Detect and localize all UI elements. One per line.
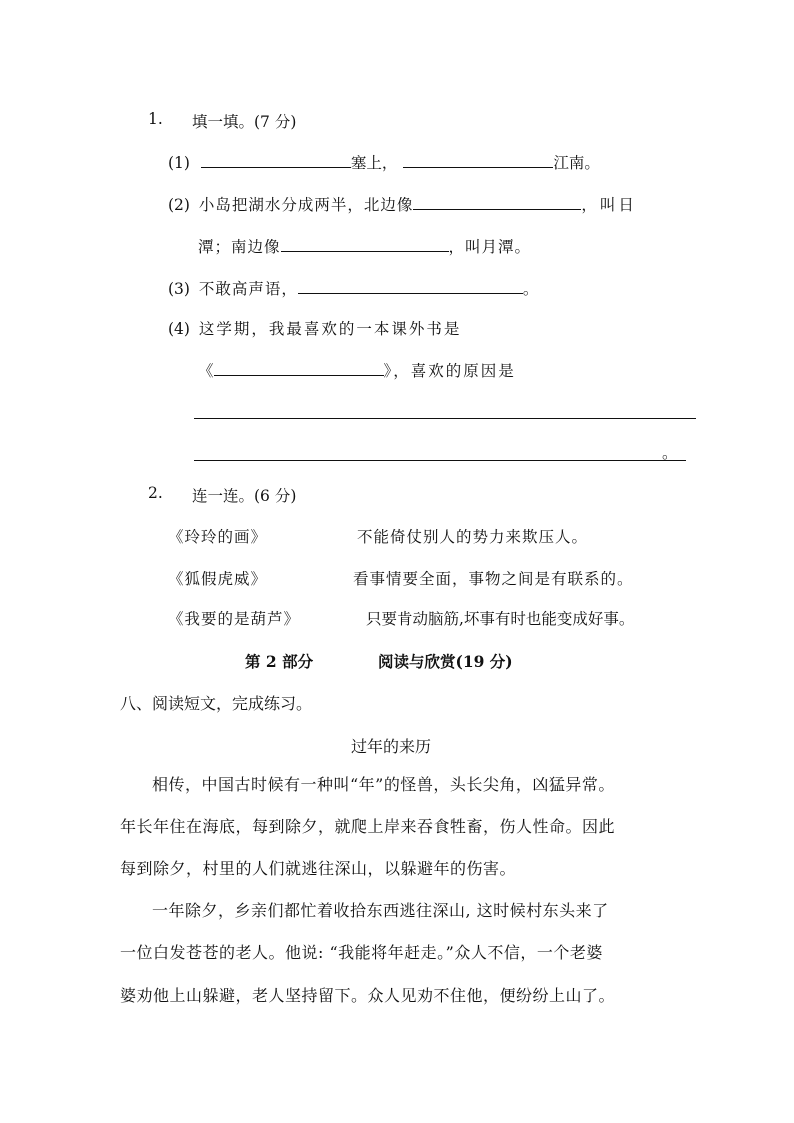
item-number: (1) — [168, 154, 190, 172]
part2-title: 阅读与欣赏(19 分) — [378, 652, 513, 671]
passage-title: 过年的来历 — [351, 737, 432, 756]
item-text: ，叫日 — [581, 196, 637, 214]
answer-blank[interactable] — [281, 237, 449, 252]
item-text: 小岛把湖水分成两半，北边像 — [198, 196, 414, 214]
answer-blank[interactable] — [201, 153, 351, 168]
answer-line[interactable] — [194, 418, 696, 419]
match-right-item[interactable]: 看事情要全面，事物之间是有联系的。 — [353, 570, 634, 588]
part2-label: 第 2 部分 — [245, 652, 314, 671]
q1-item4-line2 — [198, 359, 516, 381]
item-text: 》，喜欢的原因是 — [383, 362, 516, 380]
passage-line: 一位白发苍苍的老人。他说: “我能将年赶走。”众人不信，一个老婆 — [120, 943, 603, 962]
passage-line: 年长年住在海底，每到除夕，就爬上岸来吞食牲畜，伤人性命。因此 — [120, 817, 616, 836]
item-number: (2) — [168, 196, 190, 214]
q2-number: 2. — [148, 484, 163, 502]
match-left-item[interactable]: 《玲玲的画》 — [168, 528, 268, 546]
section8-title: 八、阅读短文，完成练习。 — [120, 694, 313, 713]
q1-title: 填一填。(7 分) — [192, 113, 297, 131]
q1-item3 — [168, 277, 538, 299]
q1-number: 1. — [148, 110, 163, 128]
match-right-item[interactable]: 不能倚仗别人的势力来欺压人。 — [357, 528, 589, 546]
q1-item4-line1 — [168, 317, 461, 339]
item-text: 这学期，我最喜欢的一本课外书是 — [198, 320, 462, 338]
item-text: 不敢高声语， — [198, 280, 298, 298]
answer-line[interactable] — [194, 460, 686, 461]
match-left-item[interactable]: 《狐假虎威》 — [168, 570, 268, 588]
answer-blank[interactable] — [413, 195, 581, 210]
match-left-item[interactable]: 《我要的是葫芦》 — [168, 610, 301, 628]
item-text: 江南。 — [553, 154, 600, 172]
item-number: (3) — [168, 280, 190, 298]
answer-blank[interactable] — [214, 361, 384, 376]
item-text: ，叫月潭。 — [448, 238, 532, 256]
passage-line: 一年除夕，乡亲们都忙着收拾东西逃往深山, 这时候村东头来了 — [152, 901, 609, 920]
match-right-item[interactable]: 只要肯动脑筋,坏事有时也能变成好事。 — [366, 610, 635, 628]
item-text: 塞上， — [350, 154, 398, 172]
book-open-bracket: 《 — [198, 362, 214, 380]
answer-blank[interactable] — [403, 153, 553, 168]
passage-line: 相传，中国古时候有一种叫“年”的怪兽，头长尖角，凶猛异常。 — [152, 775, 615, 794]
q1-item2-line1 — [168, 193, 637, 215]
item-text: 。 — [522, 280, 539, 298]
q1-item1 — [168, 151, 600, 173]
item-number: (4) — [168, 320, 190, 338]
answer-period: 。 — [662, 444, 678, 462]
passage-line: 每到除夕，村里的人们就逃往深山，以躲避年的伤害。 — [120, 859, 517, 878]
q2-title: 连一连。(6 分) — [192, 487, 297, 505]
item-text: 潭；南边像 — [198, 238, 281, 256]
passage-line: 婆劝他上山躲避，老人坚持留下。众人见劝不住他，便纷纷上山了。 — [120, 986, 616, 1005]
q1-item2-line2 — [198, 235, 531, 257]
answer-blank[interactable] — [298, 279, 523, 294]
